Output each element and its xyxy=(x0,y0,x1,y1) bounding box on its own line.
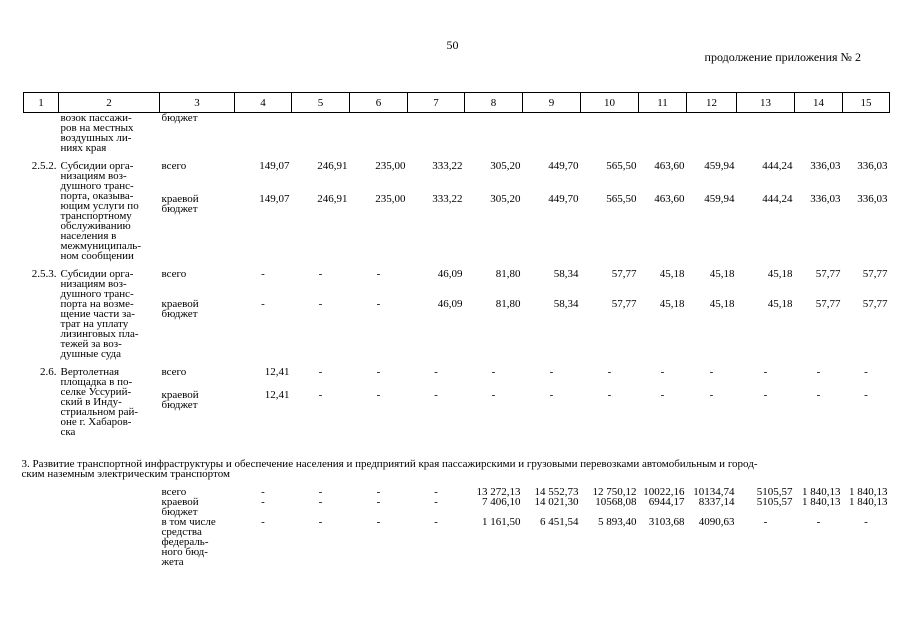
value-cell: 565,50 xyxy=(606,193,637,206)
value-cell: 149,07 xyxy=(259,160,290,172)
value-cell: 6944,17 xyxy=(648,496,685,508)
value-cell: 3103,68 xyxy=(648,516,685,528)
value-cell: 46,09 xyxy=(437,268,463,280)
name-cell xyxy=(59,517,160,567)
value-cell: 5105,57 xyxy=(756,496,793,508)
value-cell: - xyxy=(376,268,381,280)
value-cell: 459,94 xyxy=(704,193,735,206)
value-cell: - xyxy=(376,516,381,528)
value-cell: - xyxy=(816,389,821,402)
name-cell xyxy=(59,497,160,517)
value-cell: 463,60 xyxy=(654,160,685,172)
value-cell: 444,24 xyxy=(762,193,793,206)
value-cell: 57,77 xyxy=(815,268,841,280)
source-cell xyxy=(160,517,235,567)
value-cell: 58,34 xyxy=(553,298,579,310)
item-name-text: Субсидии орга- низациям воз- душного транс- порта на возме- щение части за- трат на уплату лизинговых пла- тежей за воз- душные суда xyxy=(60,268,139,360)
source-cell-text: в том числе средства федераль- ного бюд- жета xyxy=(161,516,216,568)
value-cell: 45,18 xyxy=(659,298,685,310)
value-cell: 463,60 xyxy=(654,193,685,206)
value-cell xyxy=(465,113,523,154)
value-cell: 13 272,13 xyxy=(476,486,521,498)
value-cell: 1 840,13 xyxy=(802,486,841,498)
value-cell: 336,03 xyxy=(810,193,841,206)
value-cell: - xyxy=(434,389,438,402)
value-cell: 10022,16 xyxy=(643,486,685,498)
column-header: 1 xyxy=(24,93,59,113)
value-cell: 1 161,50 xyxy=(482,516,521,528)
source-cell xyxy=(160,299,235,359)
source-cell-text: краевой бюджет xyxy=(161,298,199,320)
value-cell: - xyxy=(763,389,768,402)
value-cell: - xyxy=(318,298,323,310)
value-cell: 10568,08 xyxy=(595,496,637,508)
table-row xyxy=(24,497,890,517)
value-cell: - xyxy=(318,389,323,402)
table-row xyxy=(24,161,890,194)
value-cell: - xyxy=(607,366,612,378)
value-cell: 336,03 xyxy=(810,160,841,172)
value-cell: 46,09 xyxy=(437,298,463,310)
value-cell: 336,03 xyxy=(857,193,888,206)
value-cell xyxy=(795,113,843,154)
value-cell: 57,77 xyxy=(611,298,637,310)
item-code: 2.6. xyxy=(40,366,57,378)
source-cell-text: бюджет xyxy=(161,112,198,124)
source-cell-text: краевой бюджет xyxy=(161,496,199,518)
value-cell: - xyxy=(816,366,821,378)
spacer-row xyxy=(24,445,890,459)
value-cell: 12 750,12 xyxy=(592,486,637,498)
value-cell: 14 552,73 xyxy=(534,486,579,498)
column-header: 4 xyxy=(235,93,292,113)
column-header: 12 xyxy=(687,93,737,113)
column-header: 7 xyxy=(408,93,465,113)
value-cell: 57,77 xyxy=(611,268,637,280)
source-cell-text: краевой бюджет xyxy=(161,389,199,412)
value-cell: - xyxy=(318,268,323,280)
budget-table xyxy=(23,92,890,567)
value-cell: 246,91 xyxy=(317,193,348,206)
value-cell: 12,41 xyxy=(264,389,290,402)
value-cell: - xyxy=(816,516,821,528)
value-cell: 449,70 xyxy=(548,160,579,172)
value-cell: - xyxy=(549,366,554,378)
source-cell xyxy=(160,269,235,299)
value-cell: - xyxy=(864,516,868,528)
value-cell: - xyxy=(318,516,323,528)
item-code: 2.5.2. xyxy=(31,160,57,172)
item-name xyxy=(59,161,160,261)
table-row xyxy=(24,269,890,299)
name-cell-text: возок пассажи- ров на местных воздушных ли- ниях края xyxy=(60,112,134,154)
value-cell: 8337,14 xyxy=(698,496,735,508)
value-cell xyxy=(523,113,581,154)
value-cell: 81,80 xyxy=(495,268,521,280)
value-cell: - xyxy=(261,496,265,508)
value-cell: - xyxy=(376,486,381,498)
value-cell: 5105,57 xyxy=(756,486,793,498)
source-cell xyxy=(160,367,235,390)
column-header: 14 xyxy=(795,93,843,113)
value-cell: - xyxy=(434,516,438,528)
column-header: 11 xyxy=(639,93,687,113)
column-header: 13 xyxy=(737,93,795,113)
value-cell: 7 406,10 xyxy=(482,496,521,508)
value-cell: - xyxy=(376,496,381,508)
source-cell-text: всего xyxy=(161,268,187,280)
value-cell: 45,18 xyxy=(767,268,793,280)
value-cell: - xyxy=(261,298,265,310)
value-cell: - xyxy=(434,496,438,508)
value-cell: - xyxy=(864,366,868,378)
source-cell-text: краевой бюджет xyxy=(161,193,199,216)
column-header: 6 xyxy=(350,93,408,113)
value-cell xyxy=(235,113,292,154)
value-cell: 5 893,40 xyxy=(598,516,637,528)
value-cell: 333,22 xyxy=(432,193,463,206)
value-cell: - xyxy=(709,389,714,402)
section-row xyxy=(24,459,890,479)
spacer-row xyxy=(24,437,890,445)
value-cell: - xyxy=(607,389,612,402)
value-cell: 57,77 xyxy=(862,298,888,310)
value-cell: 149,07 xyxy=(259,193,290,206)
name-cell xyxy=(59,113,160,154)
value-cell: - xyxy=(660,389,665,402)
item-code: 2.5.3. xyxy=(31,268,57,280)
source-cell xyxy=(160,390,235,437)
header-row xyxy=(24,93,890,113)
code-cell xyxy=(24,487,59,497)
value-cell xyxy=(737,113,795,154)
value-cell: 14 021,30 xyxy=(534,496,579,508)
value-cell: - xyxy=(318,366,323,378)
item-name-text: Вертолетная площадка в по- селке Уссурий- ский в Инду- стриальном рай- оне г. Хабаров- ска xyxy=(60,366,139,438)
value-cell: - xyxy=(434,486,438,498)
value-cell: 235,00 xyxy=(375,160,406,172)
value-cell: 12,41 xyxy=(264,366,290,378)
value-cell xyxy=(408,113,465,154)
source-cell xyxy=(160,497,235,517)
value-cell: - xyxy=(864,389,868,402)
value-cell: 45,18 xyxy=(709,298,735,310)
value-cell: 305,20 xyxy=(490,160,521,172)
value-cell: - xyxy=(549,389,554,402)
column-header: 15 xyxy=(843,93,890,113)
code-cell xyxy=(24,113,59,154)
value-cell: 81,80 xyxy=(495,298,521,310)
spacer-row xyxy=(24,359,890,367)
value-cell: 449,70 xyxy=(548,193,579,206)
section-title xyxy=(21,458,890,480)
value-cell: 305,20 xyxy=(490,193,521,206)
value-cell: - xyxy=(763,516,768,528)
table-row xyxy=(24,517,890,567)
section-title-text: 3. Развитие транспортной инфраструктуры и обеспечение населения и предприятий края пассажирскими и грузовыми перевозками автомобильным и город- ским наземным электрическим транспортом xyxy=(21,458,758,480)
value-cell: 1 840,13 xyxy=(849,496,888,508)
value-cell: - xyxy=(261,486,265,498)
column-header: 5 xyxy=(292,93,350,113)
value-cell: 10134,74 xyxy=(693,486,735,498)
page-number: 50 xyxy=(446,38,459,52)
spacer-cell xyxy=(24,445,890,459)
value-cell: - xyxy=(491,366,496,378)
value-cell: - xyxy=(318,496,323,508)
table-row xyxy=(24,367,890,390)
column-header: 2 xyxy=(59,93,160,113)
column-header: 10 xyxy=(581,93,639,113)
source-cell xyxy=(160,194,235,261)
spacer-cell xyxy=(24,359,890,367)
value-cell: 45,18 xyxy=(659,268,685,280)
value-cell: 565,50 xyxy=(606,160,637,172)
value-cell: 58,34 xyxy=(553,268,579,280)
item-name xyxy=(59,269,160,359)
value-cell xyxy=(350,113,408,154)
source-cell xyxy=(160,161,235,194)
name-cell xyxy=(59,487,160,497)
value-cell: - xyxy=(318,486,323,498)
value-cell: - xyxy=(261,268,265,280)
value-cell xyxy=(639,113,687,154)
value-cell: 1 840,13 xyxy=(802,496,841,508)
value-cell: - xyxy=(763,366,768,378)
value-cell: 333,22 xyxy=(432,160,463,172)
value-cell: - xyxy=(376,366,381,378)
value-cell: - xyxy=(491,389,496,402)
value-cell: - xyxy=(660,366,665,378)
table-row xyxy=(24,113,890,154)
value-cell xyxy=(292,113,350,154)
value-cell xyxy=(843,113,890,154)
source-cell xyxy=(160,113,235,154)
value-cell: 57,77 xyxy=(862,268,888,280)
value-cell: - xyxy=(261,516,265,528)
appendix-note: продолжение приложения № 2 xyxy=(704,50,861,64)
value-cell: 57,77 xyxy=(815,298,841,310)
value-cell: - xyxy=(434,366,438,378)
code-cell xyxy=(24,517,59,567)
spacer-cell xyxy=(24,437,890,445)
column-header: 3 xyxy=(160,93,235,113)
value-cell: 235,00 xyxy=(375,193,406,206)
item-name-text: Субсидии орга- низациям воз- душного транс- порта, оказыва- ющим услуги по транспортному обслуживанию населения в межмуниципаль- ном сообщении xyxy=(60,160,141,262)
value-cell: 459,94 xyxy=(704,160,735,172)
value-cell: 444,24 xyxy=(762,160,793,172)
value-cell xyxy=(687,113,737,154)
value-cell: 45,18 xyxy=(767,298,793,310)
source-cell-text: всего xyxy=(161,366,187,378)
value-cell: 246,91 xyxy=(317,160,348,172)
value-cell: - xyxy=(709,366,714,378)
table-body xyxy=(21,112,890,568)
column-header: 9 xyxy=(523,93,581,113)
value-cell: - xyxy=(376,389,381,402)
value-cell xyxy=(581,113,639,154)
source-cell-text: всего xyxy=(161,160,187,172)
value-cell: 336,03 xyxy=(857,160,888,172)
value-cell: 45,18 xyxy=(709,268,735,280)
column-header: 8 xyxy=(465,93,523,113)
source-cell-text: всего xyxy=(161,486,187,498)
value-cell: - xyxy=(376,298,381,310)
item-name xyxy=(59,367,160,437)
value-cell: 4090,63 xyxy=(698,516,735,528)
value-cell: 1 840,13 xyxy=(849,486,888,498)
code-cell xyxy=(24,497,59,517)
value-cell: 6 451,54 xyxy=(540,516,579,528)
